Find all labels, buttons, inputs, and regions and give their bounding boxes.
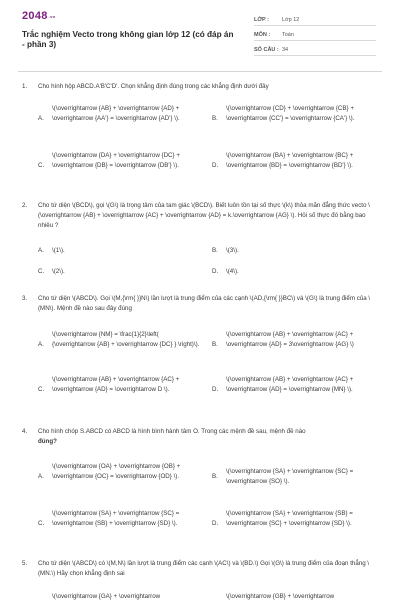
info-row-subject — [254, 29, 376, 41]
option-text: \(4\). — [226, 268, 239, 275]
option-text: \(\overrightarrow {SA} + \overrightarrow {SC} = \overrightarrow {SB} + \overrightarrow {SD} \). — [52, 510, 180, 527]
option-label: C. — [38, 162, 45, 169]
info-row-class — [254, 14, 376, 26]
question-number: 5. — [22, 560, 28, 567]
option-label: D. — [212, 520, 219, 527]
option-text: \(\overrightarrow {GA} + \overrightarrow — [52, 593, 161, 600]
option-label: A. — [38, 473, 44, 480]
option-label: B. — [212, 115, 218, 122]
question-text: Cho hình hộp ABCD.A'B'C'D'. Chọn khẳng định đúng trong các khẳng định dưới đây — [38, 83, 269, 90]
option-text: \(\overrightarrow {OA} + \overrightarrow {OB} + \overrightarrow {OC} = \overrightarrow {OD} \). — [52, 463, 181, 480]
question-text-emphasis: đúng? — [38, 438, 57, 445]
option-label: D. — [212, 386, 219, 393]
option-text: \(\overrightarrow {AB} + \overrightarrow {AC} + \overrightarrow {AD} = \overrightarrow {MN} \). — [226, 376, 354, 393]
option-text: \(\overrightarrow {BA} + \overrightarrow {BC} + \overrightarrow {BD} = \overrightarrow {BD'} \). — [226, 152, 354, 169]
info-value: 34 — [282, 47, 289, 53]
header — [0, 0, 400, 64]
option-text: \(\overrightarrow {NM} = \frac{1}{2}\left( {\overrightarrow {AB} + \overrightarrow {DC} } \right)\). — [52, 331, 200, 348]
option-label: B. — [212, 247, 218, 254]
info-value: Lớp 12 — [282, 17, 300, 23]
logo-text: 2048 — [22, 10, 48, 22]
option-label: C. — [38, 520, 45, 527]
option-text: \(\overrightarrow {CD} + \overrightarrow {CB} + \overrightarrow {CC'} = \overrightarrow {CA'} \). — [226, 105, 355, 122]
info-key: MÔN : — [254, 32, 271, 38]
info-value: Toán — [282, 32, 294, 38]
info-key: SỐ CÂU : — [254, 47, 279, 53]
question-number: 4. — [22, 428, 28, 435]
option-label: D. — [212, 268, 219, 275]
question-number: 1. — [22, 83, 28, 90]
option-text: \(\overrightarrow {DA} + \overrightarrow {DC} + \overrightarrow {DB} = \overrightarrow {DB'} \). — [52, 152, 180, 169]
question-text-main: Cho hình chóp S.ABCD có ABCD là hình bình hành tâm O. Trong các mệnh đề sau, mệnh đề nào — [38, 428, 306, 435]
option-label: A. — [38, 341, 44, 348]
option-text: \(\overrightarrow {SA} + \overrightarrow {SC} = \overrightarrow {SO} \). — [226, 468, 354, 485]
option-text: \(\overrightarrow {GB} + \overrightarrow — [226, 593, 335, 600]
page-title: Trắc nghiệm Vecto trong không gian lớp 12 (có đáp án - phần 3) — [22, 30, 234, 49]
question-number: 3. — [22, 295, 28, 302]
info-key: LỚP : — [254, 17, 269, 23]
question-number: 2. — [22, 202, 28, 209]
option-label: C. — [38, 268, 45, 275]
header-divider — [18, 71, 382, 72]
option-label: A. — [38, 247, 44, 254]
question-text: Cho tứ diện \(BCD\), gọi \(G\) là trọng tâm của tam giác \(BCD\). Biết luôn tồn tại số thực \(k\) thỏa mãn đẳng thức vecto \(\overrightarrow {AB} + \overrightarrow {AC} + \overrightarrow {AD} = k.\overrightarrow {AG} \). Hỏi số thực đó bằng bao nhiêu ? — [38, 202, 370, 229]
option-text: \(\overrightarrow {AB} + \overrightarrow {AC} + \overrightarrow {AD} = 3\overrightarrow {AG} \) — [226, 331, 354, 348]
info-row-count — [254, 44, 376, 56]
logo-domain: .vn — [48, 13, 56, 19]
option-label: A. — [38, 115, 44, 122]
option-text: \(1\). — [52, 247, 65, 254]
site-logo[interactable] — [22, 10, 55, 22]
option-text: \(3\). — [226, 247, 239, 254]
question-text: Cho tứ diện \(ABCD\) có \(M,N\) lần lượt là trung điểm các cạnh \(AC\) và \(BD.\) Gọi \(G\) là trung điểm của đoạn thẳng \(MN.\) Hãy chọn khẳng định sai — [38, 560, 370, 577]
option-label: B. — [212, 341, 218, 348]
question-text: Cho tứ diện \(ABCD\). Gọi \(M,{\rm{ }}N\) lần lượt là trung điểm của các cạnh \(AD,{\rm{ }}BC\) và \(G\) là trung điểm của \(MN\). Mệnh đề nào sau đây đúng — [38, 295, 371, 312]
option-label: C. — [38, 386, 45, 393]
option-text: \(2\). — [52, 268, 65, 275]
option-text: \(\overrightarrow {AB} + \overrightarrow {AD} + \overrightarrow {AA'} = \overrightarrow {AD'} \). — [52, 105, 180, 122]
option-text: \(\overrightarrow {SA} + \overrightarrow {SB} = \overrightarrow {SC} + \overrightarrow {SD} \). — [226, 510, 353, 527]
option-label: B. — [212, 473, 218, 480]
option-label: D. — [212, 162, 219, 169]
question-text — [38, 427, 376, 447]
option-text: \(\overrightarrow {AB} + \overrightarrow {AC} + \overrightarrow {AD} = \overrightarrow D \). — [52, 376, 180, 393]
